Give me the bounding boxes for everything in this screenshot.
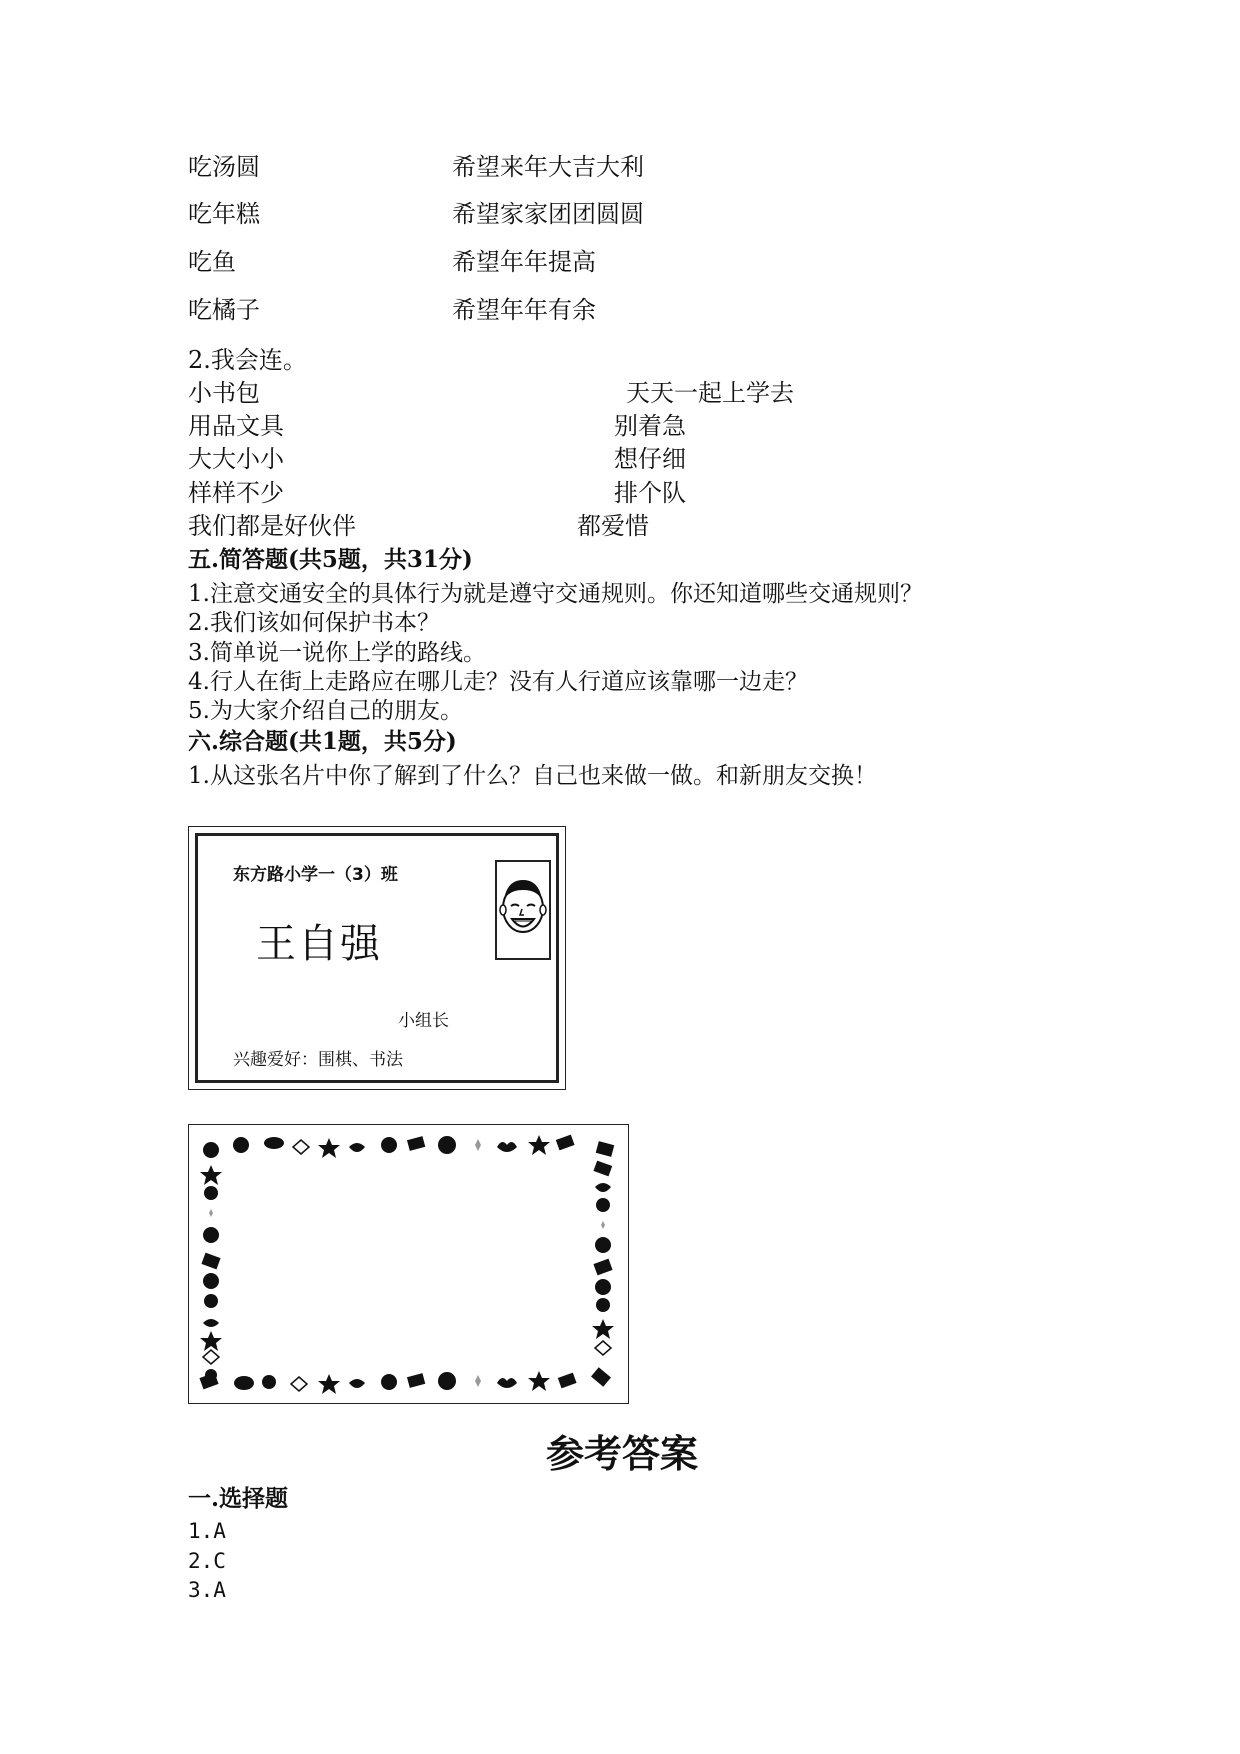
- match1-left-3: 吃鱼: [188, 248, 236, 276]
- boy-face-icon: [497, 862, 549, 958]
- business-card-border: [195, 833, 559, 1083]
- match2-right-4: 排个队: [614, 479, 686, 507]
- match1-right-1: 希望来年大吉大利: [452, 153, 644, 181]
- decorative-border-icons: [189, 1125, 627, 1402]
- match1-right-4: 希望年年有余: [452, 296, 596, 324]
- section5-question-2: 2.我们该如何保护书本？: [188, 610, 440, 636]
- blank-card-frame: [188, 1124, 629, 1404]
- match2-left-5: 我们都是好伙伴: [188, 512, 356, 540]
- section6-question-1: 1.从这张名片中你了解到了什么？自己也来做一做。和新朋友交换！: [188, 763, 877, 789]
- section5-question-4: 4.行人在街上走路应在哪儿走？没有人行道应该靠哪一边走？: [188, 669, 808, 695]
- match1-left-2: 吃年糕: [188, 200, 260, 228]
- match1-right-2: 希望家家团团圆圆: [452, 200, 644, 228]
- card-photo: [495, 860, 551, 960]
- match2-right-2: 别着急: [614, 412, 686, 440]
- match2-left-3: 大大小小: [188, 445, 284, 473]
- answer-item-3: 3.A: [188, 1578, 226, 1602]
- answers-heading: 一.选择题: [188, 1485, 289, 1512]
- match1-right-3: 希望年年提高: [452, 248, 596, 276]
- card-role: 小组长: [398, 1011, 449, 1031]
- match2-left-4: 样样不少: [188, 479, 284, 507]
- match1-left-4: 吃橘子: [188, 296, 260, 324]
- match2-right-5: 都爱惜: [577, 512, 649, 540]
- section5-question-1: 1.注意交通安全的具体行为就是遵守交通规则。你还知道哪些交通规则？: [188, 581, 923, 607]
- match2-right-3: 想仔细: [614, 445, 686, 473]
- answer-item-1: 1.A: [188, 1519, 226, 1543]
- card-school: 东方路小学一（3）班: [233, 865, 398, 885]
- answer-item-2: 2.C: [188, 1549, 226, 1573]
- match2-prompt: 2.我会连。: [188, 346, 307, 374]
- answers-title: 参考答案: [546, 1431, 699, 1476]
- section5-question-3: 3.简单说一说你上学的路线。: [188, 640, 486, 666]
- match1-left-1: 吃汤圆: [188, 153, 260, 181]
- card-name: 王自强: [256, 921, 382, 967]
- match2-right-1: 天天一起上学去: [626, 379, 794, 407]
- match2-left-1: 小书包: [188, 379, 260, 407]
- card-hobby: 兴趣爱好：围棋、书法: [233, 1050, 403, 1070]
- section5-heading: 五.简答题(共5题，共31分): [188, 546, 473, 573]
- match2-left-2: 用品文具: [188, 412, 284, 440]
- business-card: [188, 826, 566, 1090]
- section6-heading: 六.综合题(共1题，共5分): [188, 728, 457, 755]
- section5-question-5: 5.为大家介绍自己的朋友。: [188, 698, 463, 724]
